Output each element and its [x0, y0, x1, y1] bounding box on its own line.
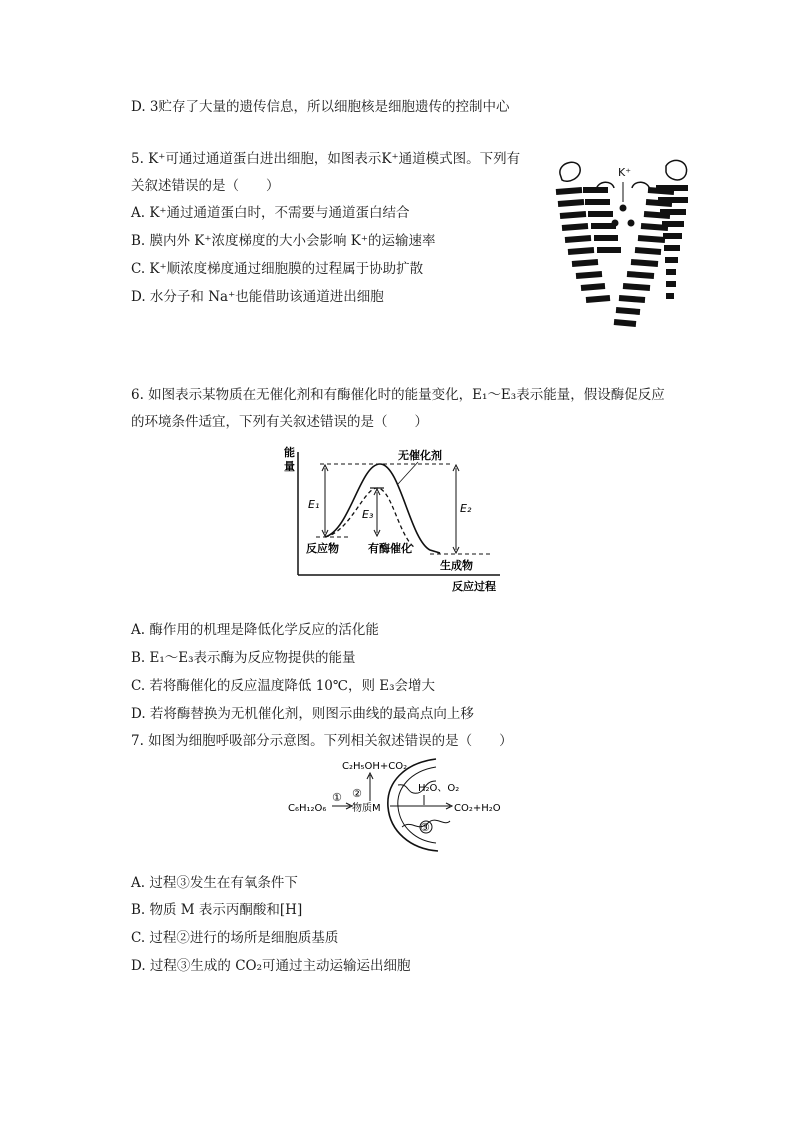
q6-option-c: C. 若将酶催化的反应温度降低 10℃，则 E₃会增大: [131, 678, 436, 694]
channel-loop-right: [666, 160, 687, 179]
q7-option-c: C. 过程②进行的场所是细胞质基质: [131, 930, 339, 946]
curve-enzyme-label: 有酶催化: [368, 542, 412, 555]
y-axis-label-2: 量: [284, 460, 295, 473]
channel-left-helices: [556, 190, 621, 300]
reactant-label: 反应物: [306, 542, 339, 555]
q5-option-b: B. 膜内外 K⁺浓度梯度的大小会影响 K⁺的运输速率: [131, 233, 436, 249]
k-ion-2: [612, 220, 619, 227]
e3-label: E₃: [362, 508, 374, 521]
k-ion-1: [620, 205, 627, 212]
glucose-label: C₆H₁₂O₆: [288, 803, 327, 814]
q7-option-b: B. 物质 M 表示丙酮酸和[H]: [131, 902, 303, 918]
q5-option-d: D. 水分子和 Na⁺也能借助该通道进出细胞: [131, 289, 384, 305]
inputs-label: H₂O、O₂: [418, 783, 460, 794]
substance-m-label: 物质M: [352, 803, 381, 814]
product-label: 生成物: [440, 559, 473, 572]
x-axis-label: 反应过程: [452, 580, 496, 593]
q7-stem: 7. 如图为细胞呼吸部分示意图。下列相关叙述错误的是（ ）: [131, 733, 513, 749]
y-axis-label-1: 能: [284, 446, 295, 459]
q7-option-d: D. 过程③生成的 CO₂可通过主动运输运出细胞: [131, 958, 411, 974]
q6-option-d: D. 若将酶替换为无机催化剂，则图示曲线的最高点向上移: [131, 706, 474, 722]
q7-option-a: A. 过程③发生在有氧条件下: [131, 875, 298, 891]
k-channel-figure: [548, 150, 698, 340]
mitochondrion-outer: [388, 759, 438, 851]
q6-option-a: A. 酶作用的机理是降低化学反应的活化能: [131, 622, 379, 638]
q5-stem-line1: 5. K⁺可通过通道蛋白进出细胞，如图表示K⁺通道模式图。下列有: [131, 151, 521, 167]
step1-label: ①: [332, 791, 342, 804]
q6-option-b: B. E₁～E₃表示酶为反应物提供的能量: [131, 650, 356, 666]
q5-option-c: C. K⁺顺浓度梯度通过细胞膜的过程属于协助扩散: [131, 261, 424, 277]
q6-stem-line2: 的环境条件适宜，下列有关叙述错误的是（ ）: [131, 414, 428, 430]
k-ion-3: [628, 220, 635, 227]
energy-diagram: [280, 440, 520, 600]
step3-label: ③: [420, 821, 430, 834]
no-catalyst-pointer: [398, 462, 418, 484]
q5-stem-line2: 关叙述错误的是（ ）: [131, 178, 280, 194]
step2-label: ②: [352, 787, 362, 800]
q4-option-d: D. 3贮存了大量的遗传信息，所以细胞核是细胞遗传的控制中心: [131, 99, 510, 115]
e2-label: E₂: [460, 502, 472, 515]
channel-loop-left: [560, 162, 580, 181]
curve-no-catalyst: [325, 464, 440, 553]
e1-label: E₁: [308, 498, 320, 511]
q5-option-a: A. K⁺通过通道蛋白时，不需要与通道蛋白结合: [131, 205, 410, 221]
products-label: CO₂+H₂O: [454, 803, 501, 814]
k-ion-label: K⁺: [618, 166, 632, 179]
ethanol-label: C₂H₅OH+CO₂: [342, 761, 408, 772]
respiration-diagram: [286, 755, 526, 855]
curve-no-catalyst-label: 无催化剂: [398, 449, 442, 462]
q6-stem-line1: 6. 如图表示某物质在无催化剂和有酶催化时的能量变化，E₁～E₃表示能量，假设酶促反应: [131, 387, 665, 403]
